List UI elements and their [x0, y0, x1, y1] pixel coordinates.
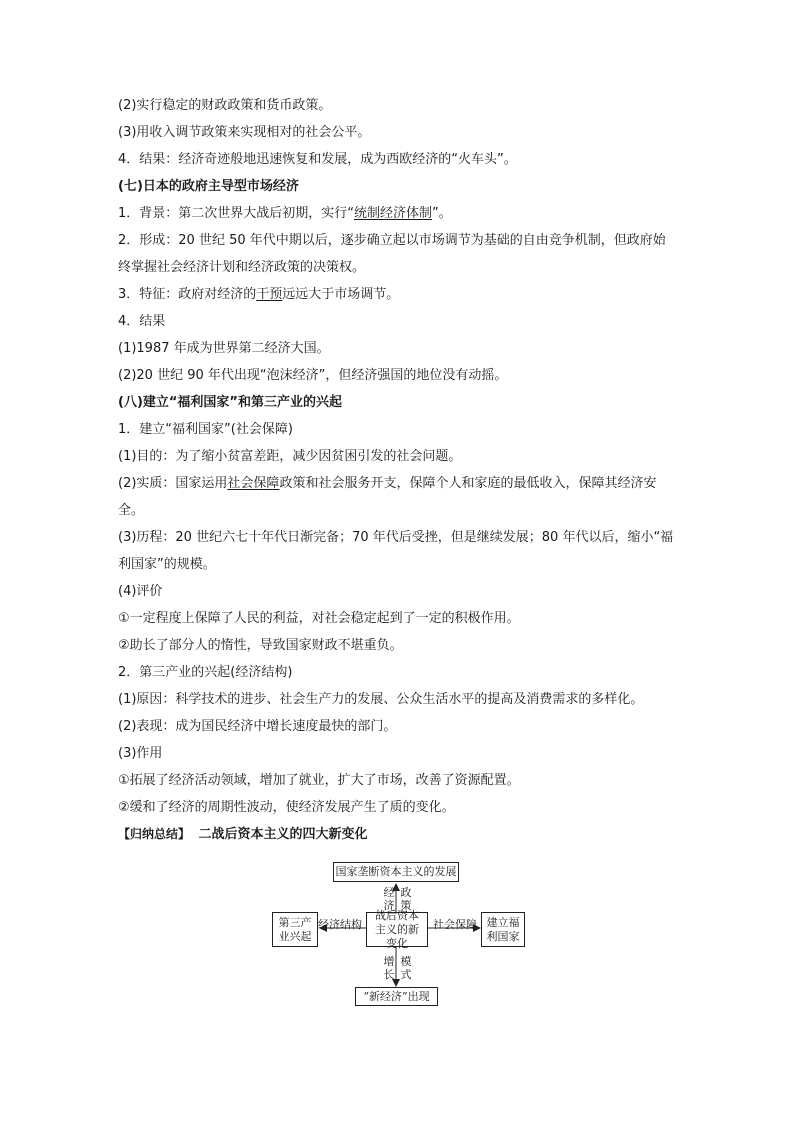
text-line: ①拓展了经济活动领域，增加了就业，扩大了市场，改善了资源配置。 [118, 773, 520, 788]
text-paragraph: (3)历程：20 世纪六七十年代日渐完备；70 年代后受挫，但是继续发展；80 年代以后，缩小“福利国家”的规模。 [118, 530, 674, 572]
text-line: (4)评价 [118, 584, 163, 599]
box-left: 第三产业兴起 [272, 912, 318, 947]
label-down-left: 增长 [383, 955, 395, 981]
text-line: (2)实行稳定的财政政策和货币政策。 [118, 98, 332, 113]
label-left: 经济结构 [318, 918, 362, 931]
text-segment: ”。 [432, 206, 452, 221]
summary-heading [118, 821, 678, 848]
text-segment: 1．背景：第二次世界大战后初期，实行“ [118, 206, 355, 221]
text-segment: 3．特征：政府对经济的 [118, 287, 257, 302]
section-heading: (七)日本的政府主导型市场经济 [118, 179, 299, 194]
label-right: 社会保障 [433, 918, 477, 931]
label-up-right: 政策 [400, 886, 412, 912]
document-body [118, 92, 678, 848]
text-line: 2．第三产业的兴起(经济结构) [118, 665, 293, 680]
section-heading: (八)建立“福利国家”和第三产业的兴起 [118, 395, 342, 410]
label-down-right: 模式 [400, 955, 412, 981]
summary-tag: 【归纳总结】 [118, 827, 191, 841]
underlined-term: 干预 [256, 287, 283, 302]
underlined-term: 统制经济体制 [354, 206, 433, 221]
text-line: ①一定程度上保障了人民的利益，对社会稳定起到了一定的积极作用。 [118, 611, 520, 626]
text-line: ②缓和了经济的周期性波动，使经济发展产生了质的变化。 [118, 800, 455, 815]
text-line: ②助长了部分人的惰性，导致国家财政不堪重负。 [118, 638, 403, 653]
text-line: (3)用收入调节政策来实现相对的社会公平。 [118, 125, 371, 140]
text-line: (1)1987 年成为世界第二经济大国。 [118, 341, 330, 356]
text-paragraph [118, 470, 678, 524]
text-line: 1．建立“福利国家”(社会保障) [118, 422, 293, 437]
text-segment: 远远大于市场调节。 [282, 287, 400, 302]
text-paragraph: 2．形成：20 世纪 50 年代中期以后，逐步确立起以市场调节为基础的自由竞争机制，但政府始终掌握社会经济计划和经济政策的决策权。 [118, 233, 666, 275]
text-segment: 政策和社会服务开支，保障个人和家庭的最低收入，保障其经济安全。 [118, 476, 657, 518]
text-line: (2)20 世纪 90 年代出现“泡沫经济”，但经济强国的地位没有动摇。 [118, 368, 508, 383]
text-line: (1)原因：科学技术的进步、社会生产力的发展、公众生活水平的提高及消费需求的多样化。 [118, 692, 644, 707]
text-line [118, 200, 678, 227]
label-up-left: 经济 [383, 886, 395, 912]
underlined-term: 社会保障 [227, 476, 280, 491]
text-line: (3)作用 [118, 746, 163, 761]
box-bottom: “新经济”出现 [355, 987, 438, 1006]
text-segment: (2)实质：国家运用 [118, 476, 228, 491]
box-right: 建立福利国家 [481, 912, 525, 947]
box-center: 战后资本主义的新变化 [366, 912, 428, 947]
text-line [118, 281, 678, 308]
text-line: 4．结果 [118, 314, 166, 329]
text-line: 4．结果：经济奇迹般地迅速恢复和发展，成为西欧经济的“火车头”。 [118, 152, 517, 167]
summary-title: 二战后资本主义的四大新变化 [198, 827, 368, 842]
box-top: 国家垄断资本主义的发展 [333, 862, 459, 882]
text-line: (2)表现：成为国民经济中增长速度最快的部门。 [118, 719, 397, 734]
text-line: (1)目的：为了缩小贫富差距，减少因贫困引发的社会问题。 [118, 449, 462, 464]
